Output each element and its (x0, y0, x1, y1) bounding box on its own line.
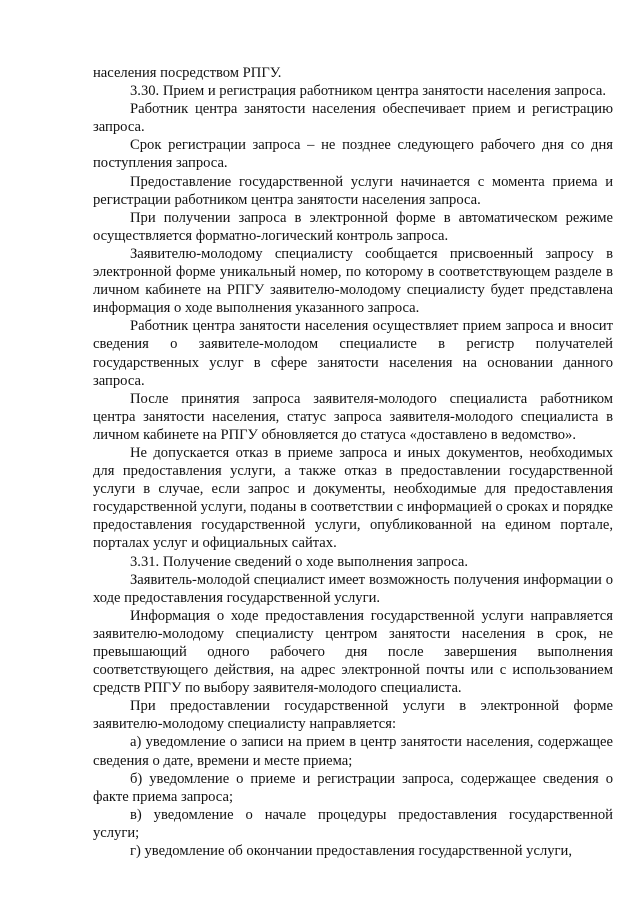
paragraph-continuation: населения посредством РПГУ. (93, 65, 282, 81)
paragraph: При предоставлении государственной услуги в электронной форме заявителю-молодому специалисту направляется: (93, 698, 613, 733)
document-body (93, 64, 613, 860)
paragraph: Заявителю-молодому специалисту сообщается присвоенный запросу в электронной форме уникальный номер, по которому в соответствующем разделе в личном кабинете на РПГУ заявителю-молодому специалисту будет представлена информация о ходе выполнения указанного запроса. (93, 245, 613, 317)
paragraph: Не допускается отказ в приеме запроса и иных документов, необходимых для предоставления услуги, а также отказ в предоставлении государственной услуги в случае, если запрос и документы, необходимые для предоставления государственной услуги, поданы в соответствии с информацией о сроках и порядке предоставления государственной услуги, опубликованной на едином портале, порталах услуг и официальных сайтах. (93, 444, 613, 552)
paragraph: Работник центра занятости населения обеспечивает прием и регистрацию запроса. (93, 101, 613, 136)
list-item-a: а) уведомление о записи на прием в центр занятости населения, содержащее сведения о дате, времени и месте приема; (93, 734, 613, 769)
list-item-g: г) уведомление об окончании предоставления государственной услуги, (130, 843, 572, 860)
paragraph: Срок регистрации запроса – не позднее следующего рабочего дня со дня поступления запроса. (93, 137, 613, 172)
paragraph: Заявитель-молодой специалист имеет возможность получения информации о ходе предоставления государственной услуги. (93, 571, 613, 606)
paragraph: Предоставление государственной услуги начинается с момента приема и регистрации работником центра занятости населения запроса. (93, 173, 613, 208)
list-item-v: в) уведомление о начале процедуры предоставления государственной услуги; (93, 806, 613, 841)
list-item-b: б) уведомление о приеме и регистрации запроса, содержащее сведения о факте приема запроса; (93, 770, 613, 805)
paragraph: Информация о ходе предоставления государственной услуги направляется заявителю-молодому специалисту центром занятости населения в срок, не превышающий одного рабочего дня после завершения выполнения соответствующего действия, на адрес электронной почты или с использованием средств РПГУ по выбору заявителя-молодого специалиста. (93, 607, 613, 697)
paragraph: При получении запроса в электронной форме в автоматическом режиме осуществляется форматно-логический контроль запроса. (93, 209, 613, 244)
paragraph: Работник центра занятости населения осуществляет прием запроса и вносит сведения о заявителе-молодом специалисте в регистр получателей государственных услуг в сфере занятости населения на основании данного запроса. (93, 318, 613, 389)
section-heading-3-30: 3.30. Прием и регистрация работником центра занятости населения запроса. (130, 83, 606, 100)
paragraph: После принятия запроса заявителя-молодого специалиста работником центра занятости населения, статус запроса заявителя-молодого специалиста в личном кабинете на РПГУ обновляется до статуса «доставлено в ведомство». (93, 390, 613, 443)
section-heading-3-31: 3.31. Получение сведений о ходе выполнения запроса. (130, 553, 469, 570)
